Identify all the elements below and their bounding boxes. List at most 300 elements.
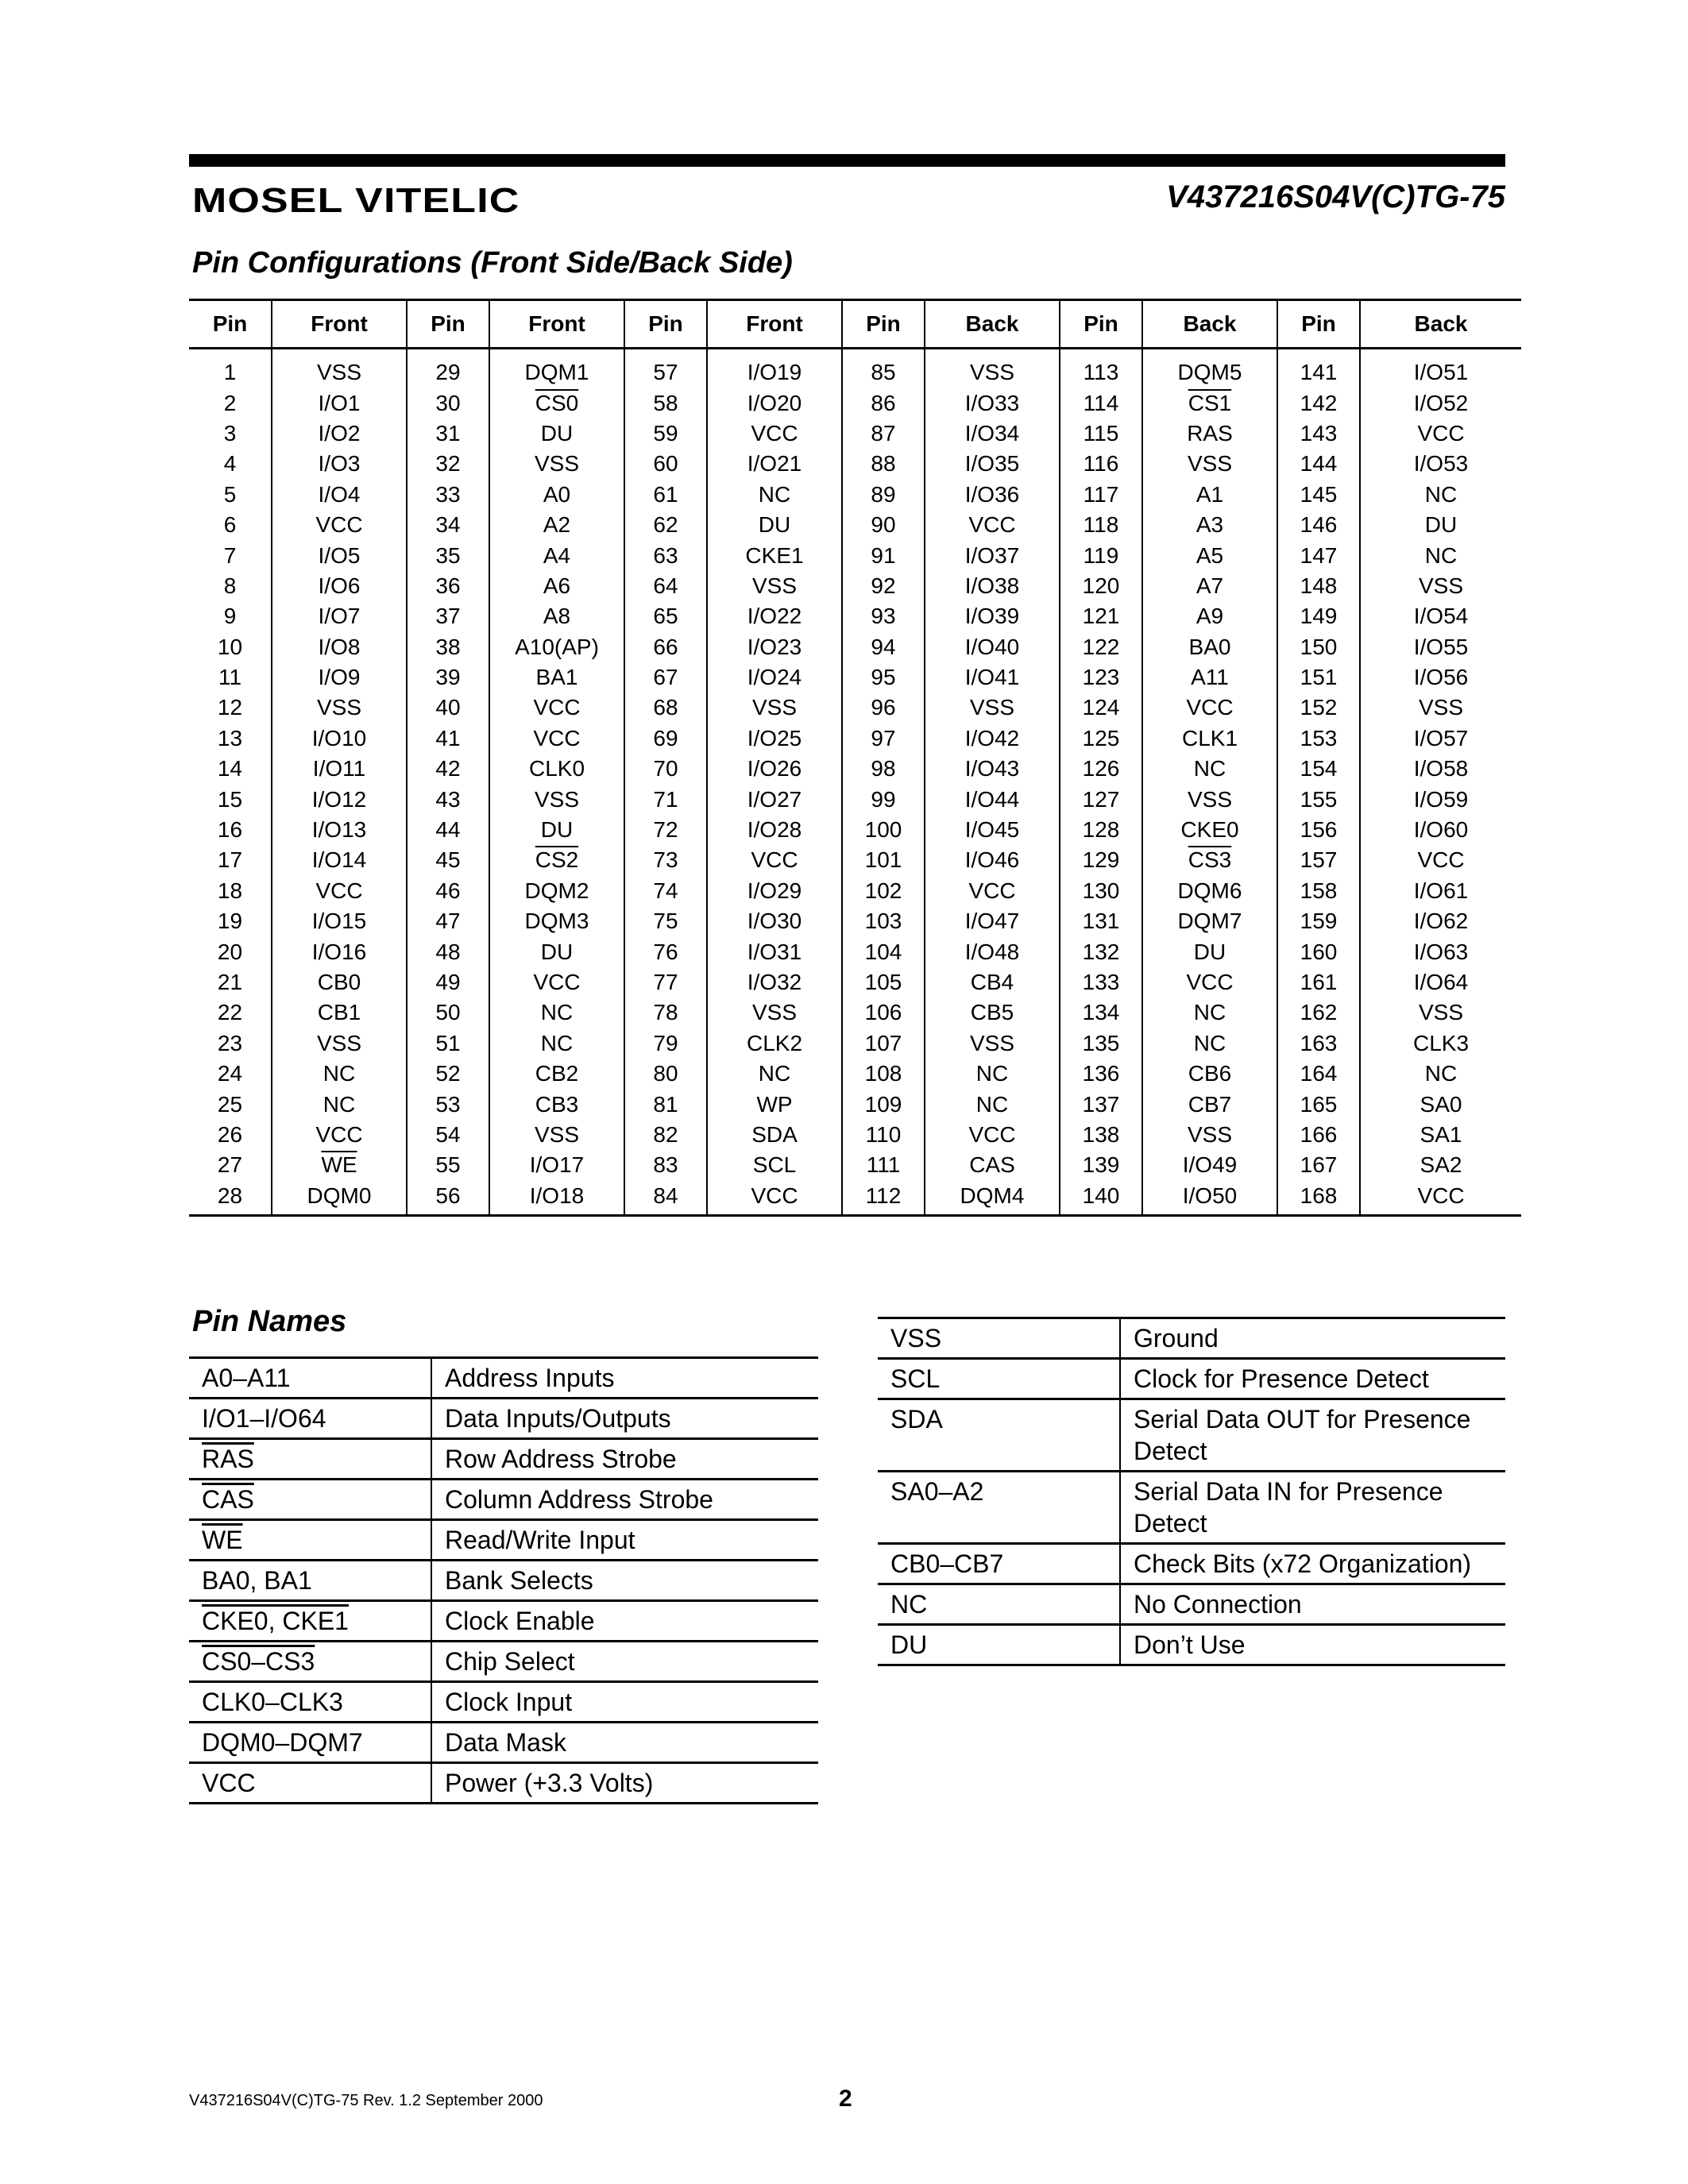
pin-config-header-cell: Front [489, 300, 624, 349]
pin-signal: I/O27 [747, 786, 802, 812]
pin-name-row [878, 1544, 1505, 1584]
pin-signal: DQM7 [1177, 909, 1242, 934]
pin-signal: I/O59 [1413, 786, 1469, 812]
pin-signal-cell [1360, 1181, 1521, 1216]
pin-signal: CB0 [317, 970, 361, 994]
pin-number: 153 [1300, 725, 1338, 751]
pin-name-symbol-cell [189, 1642, 431, 1682]
pin-number: 91 [871, 542, 896, 568]
pin-signal-cell [925, 540, 1060, 570]
pin-signal: I/O25 [747, 725, 802, 751]
pin-number: 53 [435, 1091, 461, 1117]
pin-number: 34 [435, 512, 461, 538]
pin-config-row [189, 906, 1521, 936]
pin-name-row [189, 1763, 818, 1804]
pin-signal: I/O33 [964, 390, 1020, 415]
pin-signal: I/O9 [318, 665, 361, 690]
pin-names-table-left [189, 1356, 818, 1804]
pin-signal-cell [707, 449, 842, 479]
pin-number-cell [407, 510, 489, 540]
pin-signal-cell [489, 449, 624, 479]
pin-signal: I/O41 [964, 665, 1020, 690]
pin-signal-cell [272, 876, 407, 906]
pin-config-row [189, 601, 1521, 631]
pin-signal: DQM2 [524, 878, 589, 903]
pin-signal: I/O54 [1413, 604, 1469, 629]
pin-number: 26 [217, 1121, 243, 1147]
pin-name-description: Ground [1120, 1318, 1505, 1359]
pin-number-cell [842, 967, 925, 997]
pin-number-cell [842, 1028, 925, 1059]
pin-number-cell [624, 876, 707, 906]
pin-number-cell [1060, 540, 1142, 570]
pin-number-cell [1060, 1150, 1142, 1180]
pin-signal: NC [323, 1061, 356, 1086]
pin-signal: I/O39 [964, 604, 1020, 629]
pin-signal-cell [272, 997, 407, 1028]
pin-name-symbol-cell [878, 1359, 1120, 1399]
pin-number: 75 [653, 909, 678, 934]
pin-number-cell [407, 540, 489, 570]
pin-signal: DQM0 [307, 1183, 372, 1208]
pin-number: 167 [1300, 1152, 1338, 1178]
pin-signal: NC [1424, 481, 1458, 507]
pin-signal-cell [707, 693, 842, 723]
pin-signal-cell [272, 723, 407, 754]
pin-number-cell [842, 1150, 925, 1180]
pin-signal: I/O38 [964, 573, 1020, 598]
pin-signal: VCC [751, 847, 798, 873]
pin-number: 93 [871, 604, 896, 629]
pin-signal: VSS [534, 451, 580, 477]
pin-signal-cell [1142, 540, 1277, 570]
pin-signal-cell [272, 1150, 407, 1180]
pin-number: 56 [435, 1183, 461, 1208]
pin-signal: CB2 [535, 1061, 579, 1086]
pin-signal: NC [1193, 1000, 1226, 1025]
pin-name-description: Check Bits (x72 Organization) [1120, 1544, 1505, 1584]
pin-signal: NC [758, 1061, 791, 1086]
pin-number: 1 [223, 360, 237, 385]
pin-signal-cell [1360, 1120, 1521, 1150]
pin-signal: CB4 [970, 970, 1014, 994]
pin-signal: I/O30 [747, 909, 802, 934]
pin-number-cell [189, 632, 272, 662]
pin-number-cell [1277, 601, 1360, 631]
pin-number: 112 [865, 1183, 902, 1208]
pin-signal-cell [272, 754, 407, 784]
pin-signal: CS3 [1188, 847, 1232, 873]
pin-number-cell [189, 693, 272, 723]
pin-number-cell [842, 510, 925, 540]
pin-name-symbol-cell [878, 1472, 1120, 1544]
pin-name-symbol: NC [890, 1590, 928, 1619]
pin-number-cell [1060, 1059, 1142, 1089]
pin-config-row [189, 1150, 1521, 1180]
pin-names-table-right [878, 1317, 1505, 1666]
pin-number: 30 [435, 390, 461, 415]
pin-number: 78 [653, 1000, 678, 1025]
pin-signal: DU [1193, 939, 1226, 964]
pin-signal-cell [1360, 540, 1521, 570]
pin-config-body [189, 349, 1521, 1216]
pin-number: 158 [1300, 878, 1338, 903]
pin-config-row [189, 784, 1521, 814]
pin-name-symbol: SA0–A2 [890, 1477, 984, 1506]
pin-name-symbol-cell [189, 1561, 431, 1601]
pin-number-cell [1277, 540, 1360, 570]
pin-number: 70 [653, 756, 678, 781]
pin-number: 122 [1082, 634, 1120, 659]
pin-number: 94 [871, 634, 896, 659]
pin-signal: NC [323, 1091, 356, 1117]
pin-number: 39 [435, 665, 461, 690]
pin-signal-cell [489, 876, 624, 906]
pin-number-cell [1060, 601, 1142, 631]
pin-number: 48 [435, 939, 461, 964]
pin-name-symbol-cell [189, 1601, 431, 1642]
pin-name-symbol-cell [878, 1625, 1120, 1665]
pin-number-cell [407, 784, 489, 814]
pin-signal: I/O21 [747, 451, 802, 477]
pin-number: 104 [864, 939, 902, 964]
pin-signal: I/O45 [964, 817, 1020, 843]
pin-number-cell [189, 906, 272, 936]
pin-number: 85 [871, 360, 896, 385]
pin-signal-cell [707, 784, 842, 814]
pin-number-cell [407, 693, 489, 723]
pin-number-cell [1277, 1059, 1360, 1089]
pin-number-cell [624, 480, 707, 510]
pin-number-cell [407, 419, 489, 449]
pin-signal-cell [925, 388, 1060, 418]
pin-signal-cell [1360, 1089, 1521, 1119]
pin-signal: I/O49 [1182, 1152, 1238, 1178]
pin-config-row [189, 693, 1521, 723]
pin-signal: I/O40 [964, 634, 1020, 659]
pin-signal: I/O31 [747, 939, 802, 964]
pin-number: 117 [1083, 481, 1119, 507]
pin-name-symbol-cell [878, 1399, 1120, 1472]
pin-name-symbol: DQM0–DQM7 [202, 1728, 363, 1757]
pin-signal: A5 [1196, 542, 1224, 568]
pin-config-row [189, 662, 1521, 693]
pin-number-cell [1060, 845, 1142, 875]
pin-config-header-row [189, 300, 1521, 349]
pin-signal: CLK2 [746, 1030, 803, 1055]
pin-signal: I/O48 [964, 939, 1020, 964]
pin-signal-cell [1142, 632, 1277, 662]
pin-name-symbol: SCL [890, 1364, 941, 1393]
pin-number: 147 [1300, 542, 1338, 568]
pin-number-cell [189, 1150, 272, 1180]
pin-signal: CLK0 [528, 756, 585, 781]
pin-number: 45 [435, 847, 461, 873]
pin-number: 123 [1082, 665, 1120, 690]
pin-signal-cell [1142, 967, 1277, 997]
pin-number: 79 [653, 1030, 678, 1055]
pin-number: 95 [871, 665, 896, 690]
pin-name-row [189, 1561, 818, 1601]
pin-signal: I/O58 [1413, 756, 1469, 781]
pin-signal: VSS [969, 360, 1015, 385]
pin-config-header-cell: Back [1142, 300, 1277, 349]
pin-number-cell [1060, 349, 1142, 388]
pin-number-cell [1277, 662, 1360, 693]
pin-number: 51 [435, 1030, 461, 1055]
pin-number-cell [1060, 480, 1142, 510]
pin-number-cell [1060, 1089, 1142, 1119]
pin-signal: VSS [316, 1030, 362, 1055]
pin-number-cell [1277, 815, 1360, 845]
pin-number-cell [842, 1120, 925, 1150]
pin-number: 16 [217, 817, 243, 843]
pin-signal-cell [489, 997, 624, 1028]
pin-number: 31 [435, 420, 461, 446]
pin-number: 81 [653, 1091, 678, 1117]
pin-signal-cell [707, 967, 842, 997]
pin-signal-cell [272, 1120, 407, 1150]
pin-number-cell [624, 815, 707, 845]
pin-number-cell [1060, 723, 1142, 754]
pin-name-row [189, 1358, 818, 1399]
pin-signal: I/O62 [1413, 909, 1469, 934]
pin-signal: DU [540, 939, 574, 964]
pin-number: 107 [864, 1030, 902, 1055]
pin-number: 138 [1082, 1121, 1120, 1147]
pin-config-row [189, 997, 1521, 1028]
pin-signal: VCC [1417, 847, 1465, 873]
pin-signal: I/O36 [964, 481, 1020, 507]
pin-number: 131 [1082, 909, 1120, 934]
pin-signal-cell [1142, 1059, 1277, 1089]
pin-name-symbol-cell [189, 1358, 431, 1399]
pin-number: 97 [871, 725, 896, 751]
pin-signal: VSS [969, 1030, 1015, 1055]
pin-signal-cell [1142, 1181, 1277, 1216]
pin-signal: I/O10 [311, 725, 367, 751]
pin-signal: I/O56 [1413, 665, 1469, 690]
pin-number: 14 [217, 756, 243, 781]
pin-signal-cell [1360, 1150, 1521, 1180]
pin-number: 54 [435, 1121, 461, 1147]
pin-number-cell [1277, 997, 1360, 1028]
pin-signal-cell [489, 510, 624, 540]
pin-config-row [189, 845, 1521, 875]
pin-number: 66 [653, 634, 678, 659]
pin-number: 83 [653, 1152, 678, 1178]
pin-signal: VSS [1418, 573, 1464, 598]
pin-signal-cell [925, 967, 1060, 997]
pin-number-cell [842, 480, 925, 510]
pin-signal: SA1 [1420, 1121, 1462, 1147]
pin-number: 151 [1300, 665, 1338, 690]
pin-signal-cell [925, 693, 1060, 723]
pin-signal-cell [272, 571, 407, 601]
pin-signal: VCC [533, 970, 581, 994]
pin-number: 137 [1082, 1091, 1120, 1117]
pin-config-header-cell: Back [1360, 300, 1521, 349]
pin-number-cell [1060, 1028, 1142, 1059]
pin-signal-cell [1142, 1120, 1277, 1150]
pin-name-symbol: CLK0–CLK3 [202, 1688, 343, 1716]
pin-name-description: Row Address Strobe [431, 1439, 818, 1480]
pin-number: 6 [223, 512, 237, 538]
pin-config-row [189, 876, 1521, 906]
pin-config-row [189, 388, 1521, 418]
pin-signal-cell [272, 540, 407, 570]
pin-number: 23 [217, 1030, 243, 1055]
pin-signal-cell [925, 997, 1060, 1028]
pin-config-row [189, 571, 1521, 601]
pin-number-cell [189, 754, 272, 784]
pin-number: 82 [653, 1121, 678, 1147]
pin-name-row [878, 1625, 1505, 1665]
pin-number: 36 [435, 573, 461, 598]
pin-number-cell [1277, 723, 1360, 754]
pin-signal-cell [925, 1181, 1060, 1216]
pin-number: 63 [653, 542, 678, 568]
pin-number: 73 [653, 847, 678, 873]
pin-number-cell [842, 419, 925, 449]
pin-signal-cell [272, 967, 407, 997]
pin-number: 43 [435, 786, 461, 812]
pin-name-symbol-cell [878, 1318, 1120, 1359]
pin-number-cell [842, 815, 925, 845]
pin-config-heading: Pin Configurations (Front Side/Back Side) [192, 246, 793, 280]
pin-name-row [189, 1480, 818, 1520]
pin-number-cell [189, 845, 272, 875]
pin-number: 74 [653, 878, 678, 903]
pin-number-cell [624, 906, 707, 936]
pin-number: 129 [1082, 847, 1120, 873]
pin-number-cell [1277, 967, 1360, 997]
pin-signal: CB1 [317, 1000, 361, 1025]
pin-name-description: Clock Enable [431, 1601, 818, 1642]
pin-signal-cell [925, 845, 1060, 875]
pin-number: 139 [1082, 1152, 1120, 1178]
pin-number: 12 [217, 695, 243, 720]
pin-signal-cell [925, 1028, 1060, 1059]
pin-name-symbol: $\overline{RAS}$ [202, 1445, 254, 1473]
pin-number-cell [624, 967, 707, 997]
pin-signal: A3 [1196, 512, 1224, 538]
pin-name-symbol-cell [189, 1399, 431, 1439]
pin-name-description: Chip Select [431, 1642, 818, 1682]
pin-number: 134 [1082, 1000, 1120, 1025]
pin-signal-cell [1360, 815, 1521, 845]
pin-signal-cell [489, 1028, 624, 1059]
pin-signal-cell [1142, 480, 1277, 510]
pin-config-row [189, 967, 1521, 997]
pin-number-cell [842, 540, 925, 570]
pin-number-cell [1060, 815, 1142, 845]
pin-number: 33 [435, 481, 461, 507]
pin-signal: DQM6 [1177, 878, 1242, 903]
pin-signal-cell [272, 510, 407, 540]
pin-number-cell [842, 1181, 925, 1216]
pin-signal-cell [925, 1120, 1060, 1150]
pin-number-cell [1277, 632, 1360, 662]
pin-signal-cell [707, 662, 842, 693]
pin-signal: CLK1 [1181, 725, 1238, 751]
pin-number: 132 [1082, 939, 1120, 964]
pin-number: 121 [1082, 604, 1120, 629]
pin-number: 145 [1300, 481, 1338, 507]
pin-name-symbol: CB0–CB7 [890, 1549, 1004, 1578]
pin-number-cell [1277, 571, 1360, 601]
pin-signal-cell [925, 1059, 1060, 1089]
pin-signal-cell [489, 1089, 624, 1119]
pin-signal: I/O28 [747, 817, 802, 843]
pin-signal-cell [1142, 906, 1277, 936]
pin-number-cell [624, 449, 707, 479]
pin-signal-cell [1360, 601, 1521, 631]
pin-signal: I/O42 [964, 725, 1020, 751]
pin-signal: SCL [752, 1152, 797, 1178]
pin-signal-cell [272, 480, 407, 510]
pin-number-cell [624, 754, 707, 784]
pin-number-cell [407, 1181, 489, 1216]
pin-signal: I/O15 [311, 909, 367, 934]
pin-signal: VSS [1187, 451, 1233, 477]
pin-signal: VSS [969, 695, 1015, 720]
pin-signal-cell [707, 480, 842, 510]
pin-number-cell [842, 1059, 925, 1089]
pin-signal-cell [272, 1028, 407, 1059]
pin-number-cell [1277, 1150, 1360, 1180]
pin-number-cell [842, 784, 925, 814]
pin-number-cell [189, 388, 272, 418]
pin-number: 69 [653, 725, 678, 751]
pin-signal-cell [489, 1059, 624, 1089]
pin-number: 41 [435, 725, 461, 751]
pin-number-cell [624, 388, 707, 418]
pin-name-description: Bank Selects [431, 1561, 818, 1601]
pin-number: 29 [435, 360, 461, 385]
pin-signal: I/O51 [1413, 360, 1469, 385]
pin-name-symbol: $\overline{CAS}$ [202, 1485, 254, 1514]
pin-signal: VCC [968, 878, 1016, 903]
pin-signal: I/O2 [318, 420, 361, 446]
pin-signal-cell [1360, 449, 1521, 479]
pin-config-row [189, 540, 1521, 570]
pin-number-cell [407, 815, 489, 845]
pin-name-symbol-cell [189, 1439, 431, 1480]
pin-signal: SA0 [1420, 1091, 1462, 1117]
pin-name-row [189, 1642, 818, 1682]
pin-config-row [189, 1028, 1521, 1059]
pin-number-cell [1060, 936, 1142, 967]
pin-number-cell [624, 1089, 707, 1119]
pin-signal: CLK3 [1412, 1030, 1470, 1055]
pin-number-cell [1277, 349, 1360, 388]
pin-name-symbol: A0–A11 [202, 1364, 291, 1392]
pin-config-row [189, 419, 1521, 449]
pin-number: 102 [864, 878, 902, 903]
pin-number-cell [1060, 388, 1142, 418]
pin-signal: I/O5 [318, 542, 361, 568]
pin-number: 60 [653, 451, 678, 477]
pin-signal-cell [272, 936, 407, 967]
pin-number-cell [189, 1120, 272, 1150]
pin-number-cell [1277, 449, 1360, 479]
pin-signal: VCC [1186, 970, 1234, 994]
pin-signal: DU [758, 512, 791, 538]
pin-number-cell [624, 540, 707, 570]
pin-signal-cell [272, 1181, 407, 1216]
pin-signal-cell [1360, 388, 1521, 418]
